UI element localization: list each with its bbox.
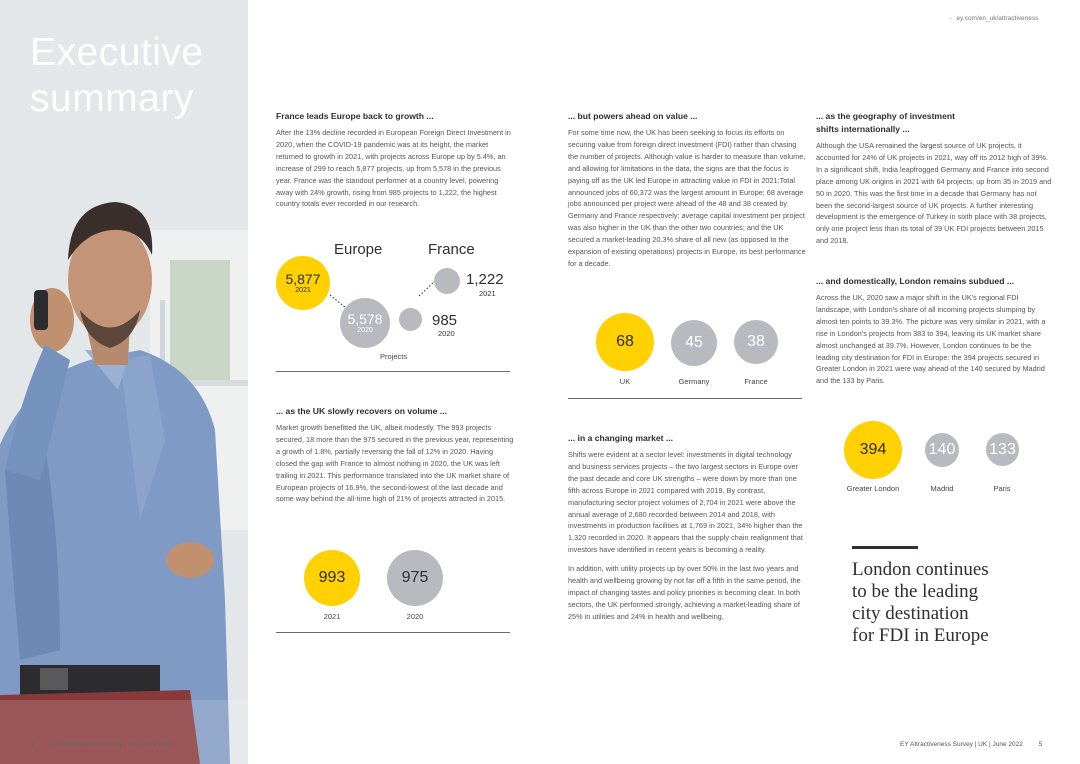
title-line-1: Executive (30, 31, 204, 74)
quote-line-2: to be the leading (852, 581, 979, 602)
quote-line-3: city destination (852, 603, 969, 624)
quote-line-1: London continues (852, 559, 989, 580)
uk-2021-circle (304, 550, 360, 606)
geography-heading (816, 110, 1056, 136)
uk-2020-value: 975 (401, 569, 429, 586)
france-body (276, 127, 514, 217)
europe-2020-year: 2020 (357, 327, 373, 334)
france-2021-value: 1,222 (466, 271, 504, 288)
jobs-germany-value: 45 (685, 334, 703, 351)
jobs-uk-value: 68 (616, 333, 634, 350)
france-2021-year: 2021 (479, 289, 496, 298)
paris-label: Paris (993, 484, 1011, 493)
jobs-france-value: 38 (747, 333, 765, 350)
market-paragraph-1: Shifts were evident at a sector level: investments in digital technology and business services projects – the two largest sectors in Europe over the past decade and core UK strengths – were down by more than one fifth across Europe in 2021 compared with 2019. By contrast, manufacturing sector project volumes of 2,704 in 2021 were above the annual average of 2,680 recorded between 2014 and 2018, with investments in production facilities at 1,769 in 2021, 34% higher than the 1,320 recorded in 2020. It appears that the supply chain realignment that investors have identified in recent years is becoming a reality. (568, 450, 803, 555)
europe-2021-value: 5,877 (285, 271, 321, 287)
domestic-paragraph: Across the UK, 2020 saw a major shift in the UK's regional FDI landscape, with London's share of all incoming projects slumping by almost ten points to 39.3%. The picture was very similar in 2021, with a rise in London's projects from 383 to 394, leaving its UK market share almost unchanged at 39.7%. However, London continues to be the leading city destination for FDI in Europe: the 394 projects secured in Greater London in 2021 were way ahead of the 140 secured by Madrid and the 133 by Paris. (816, 293, 1046, 386)
london-label: Greater London (846, 484, 900, 493)
value-body (568, 127, 806, 277)
london-value: 394 (859, 441, 887, 458)
europe-2021-circle (276, 256, 330, 310)
value-paragraph: For some time now, the UK has been seeking to focus its efforts on securing value from foreign direct investment (FDI) rather than chasing the number of projects. Although value is harder to measure than volume, and allowing for limitations in the data, the signs are that the focus is paying off as the UK led Europe in attracting value in FDI in 2021:Total announced jobs of 60,372 was the largest amount in Europe; 68 average jobs announced per project were ahead of the 48 and 38 created by Germany and France respectively; average capital investment per project was also higher in the UK than the other two countries; and the UK secured a market-leading 20.3% share of all new (as opposed to the expansion of existing operations) projects in Europe, its best performance for a decade. (568, 128, 806, 268)
madrid-label: Madrid (930, 484, 954, 493)
market-body (568, 449, 806, 630)
quote-accent-bar (852, 546, 918, 549)
madrid-value: 140 (928, 441, 956, 458)
market-heading: ... in a changing market ... (568, 433, 674, 443)
europe-label: Europe (334, 241, 383, 258)
france-2021-circle (434, 268, 460, 294)
france-2020-year: 2020 (438, 329, 455, 338)
quote-line-4: for FDI in Europe (852, 625, 989, 646)
france-paragraph: After the 13% decline recorded in European Foreign Direct Investment in 2020, when the COVID-19 pandemic was at its height, the market returned to growth in 2021, with projects across Europe up by 5.4%, an increase of 299 to reach 5,877 projects, up from 5,578 in the previous year. France was the standout performer at a country level, powering away with 24% growth, rising from 985 projects to 1,222, the highest country totals ever recorded in our research. (276, 128, 511, 209)
volume-body (276, 422, 514, 512)
divider-3 (568, 398, 802, 399)
geography-heading-line-2: shifts internationally ... (816, 124, 910, 134)
page-number-left: 4 (30, 741, 34, 748)
uk-2020-year: 2020 (406, 612, 424, 621)
jobs-germany-label: Germany (678, 377, 710, 386)
projects-caption: Projects (380, 352, 408, 361)
link-text: ey.com/en_uk/attractiveness (956, 15, 1039, 22)
value-heading: ... but powers ahead on value ... (568, 111, 698, 121)
page-number-right: 5 (1038, 741, 1043, 748)
uk-2021-value: 993 (318, 569, 346, 586)
footer-right-text: EY Attractiveness Survey | UK | June 2022 (900, 741, 1023, 748)
france-2020-value: 985 (432, 312, 458, 329)
europe-2020-circle (340, 298, 390, 348)
market-paragraph-2: In addition, with utility projects up by over 50% in the last two years and health and wellbeing growing by not far off a fifth in the same period, the impact of changing tastes and policy priorities is becoming clear. In both sectors, the UK performed strongly, achieving a market-leading share of 25% in utilities and 24% in health and wellbeing. (568, 564, 801, 621)
madrid-circle (925, 433, 959, 467)
arrow-right-icon: → (947, 15, 954, 22)
london-circle (844, 421, 902, 479)
attractiveness-link[interactable] (947, 15, 1038, 22)
geography-heading-line-1: ... as the geography of investment (816, 111, 955, 121)
europe-2021-year: 2021 (295, 287, 311, 294)
title-line-2: summary (30, 77, 194, 120)
footer-right (900, 741, 1042, 748)
volume-paragraph: Market growth benefitted the UK, albeit modestly. The 993 projects secured, 18 more than the 975 secured in the previous year, representing a growth of 1.8%, partially reversing the fall of 12% in 2020. Having closed the gap with France to almost nothing in 2020, the UK was left trailing in 2021. This performance translated into the UK market share of European projects of 16.9%, the second-lowest of the last decade and some way behind the all-time high of 21% of projects attracted in 2015. (276, 423, 514, 504)
page-title (30, 30, 204, 122)
domestic-body (816, 292, 1052, 394)
geography-body (816, 140, 1052, 254)
jobs-uk-label: UK (619, 377, 631, 386)
france-2020-circle (399, 308, 422, 331)
volume-heading: ... as the UK slowly recovers on volume ... (276, 406, 447, 416)
uk-2020-circle (387, 550, 443, 606)
france-heading: France leads Europe back to growth ... (276, 111, 434, 121)
jobs-uk-circle (596, 313, 654, 371)
france-label: France (428, 241, 475, 258)
footer-left (30, 741, 172, 748)
paris-circle (986, 433, 1019, 466)
divider-2 (276, 632, 510, 633)
europe-2020-value: 5,578 (347, 311, 383, 327)
pull-quote (852, 559, 1022, 647)
paris-value: 133 (989, 440, 1016, 458)
uk-2021-year: 2021 (323, 612, 341, 621)
geography-paragraph: Although the USA remained the largest source of UK projects, it accounted for 24% of UK projects in 2021, way off its 2012 high of 39%. In a significant shift, India leapfrogged Germany and France into second place among UK origins in 2021 with 64 projects, up from 35 in 2019 and 50 in 2020. This was the first time in a decade that Germany has not been the second-largest source of UK projects. A further interesting development is the emergence of Turkey in sixth place with 38 projects, only one project less than its total of 39 UK FDI projects between 2015 and 2018. (816, 141, 1052, 246)
footer-left-text: EY Attractiveness Survey | UK | June 2022 (49, 741, 173, 748)
divider-1 (276, 371, 510, 372)
jobs-france-label: France (744, 377, 768, 386)
domestic-heading: ... and domestically, London remains subdued ... (816, 276, 1015, 286)
jobs-germany-circle (671, 320, 717, 366)
jobs-france-circle (734, 320, 778, 364)
